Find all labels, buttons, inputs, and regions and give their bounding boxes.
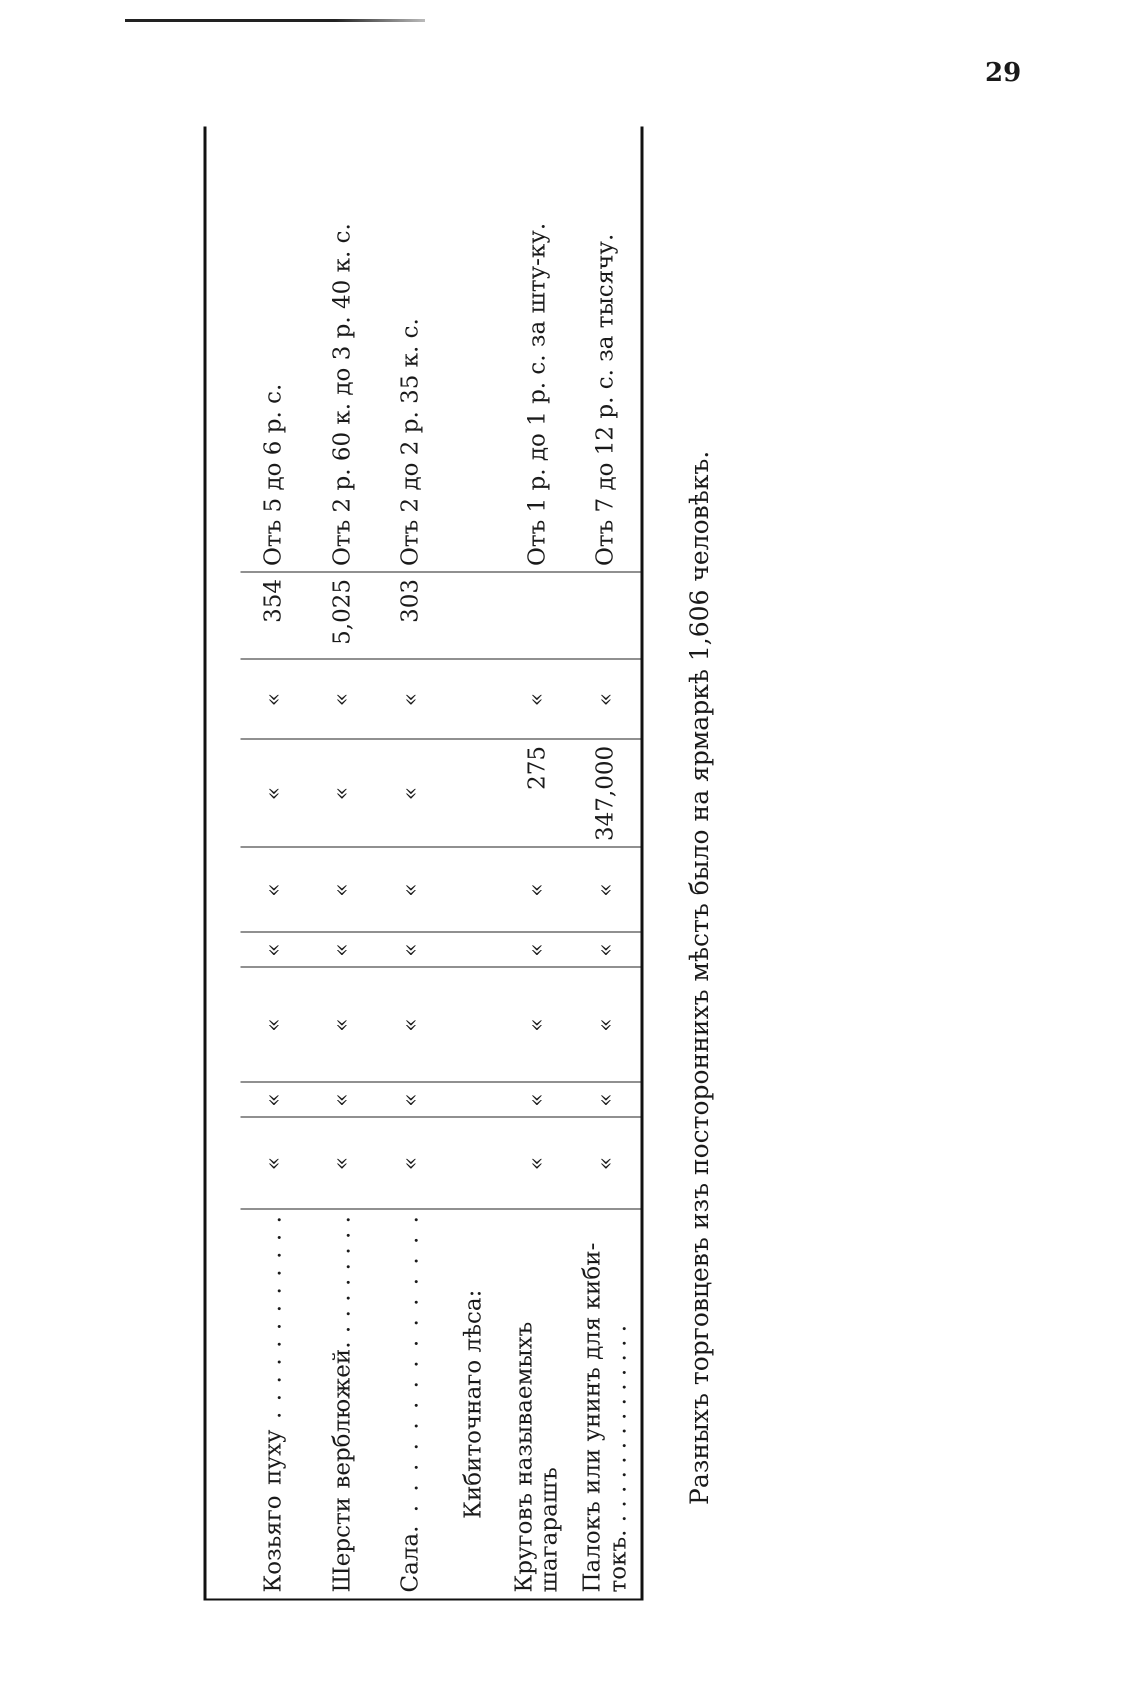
table-cell: « [240, 660, 308, 740]
table-row [240, 127, 308, 1600]
table-cell: « [571, 968, 641, 1083]
table-cell: « [308, 1118, 376, 1210]
table-cell: « [376, 848, 444, 933]
table-cell: « [376, 1118, 444, 1210]
goods-name: Шерсти верблюжей. . . . . . . . . [328, 1216, 355, 1593]
table-cell: « [571, 1118, 641, 1210]
quantity-cell: 347,000 [571, 740, 641, 848]
table-cell: « [503, 848, 571, 933]
table-cell: « [571, 848, 641, 933]
table-cell: « [240, 1118, 308, 1210]
price-cell: Отъ 1 р. до 1 р. с. за шту-ку. [503, 127, 571, 573]
table-cell: « [571, 1083, 641, 1118]
quantity-cell: 5,025 [308, 573, 376, 660]
table-cell: « [503, 1083, 571, 1118]
table-row [503, 127, 571, 1600]
table-cell: « [308, 968, 376, 1083]
table-cell: « [308, 1083, 376, 1118]
table-row [308, 127, 376, 1600]
table-cell: « [376, 660, 444, 740]
rotated-table-wrapper [203, 128, 643, 1601]
table-cell: « [240, 968, 308, 1083]
price-cell: Отъ 2 до 2 р. 35 к. с. [376, 127, 444, 573]
summary-caption: Разныхъ торговцевъ изъ постороннихъ мѣстъ было на ярмаркѣ 1,606 человѣкъ. [685, 450, 714, 1505]
quantity-cell: 275 [503, 740, 571, 848]
fair-goods-table [203, 127, 643, 1601]
table-cell: « [240, 933, 308, 968]
header-rule [125, 19, 425, 22]
table-cell: « [240, 1083, 308, 1118]
table-cell: « [308, 660, 376, 740]
table-cell: « [571, 933, 641, 968]
table-cell: « [376, 1083, 444, 1118]
section-subheading: Кибиточнаго лѣса: [460, 1289, 487, 1519]
goods-name: Круговъ называемыхъ шагарашъ [510, 1321, 563, 1593]
table-cell: « [503, 660, 571, 740]
quantity-cell [571, 573, 641, 660]
table-cell: « [308, 848, 376, 933]
price-cell: Отъ 7 до 12 р. с. за тысячу. [571, 127, 641, 573]
quantity-cell [503, 573, 571, 660]
table-cell: « [376, 933, 444, 968]
table-cell: « [240, 848, 308, 933]
table-cell: « [571, 660, 641, 740]
goods-name: Козьяго пуху . . . . . . . . . . . . [260, 1216, 287, 1593]
table-cell: « [503, 933, 571, 968]
table-cell: « [240, 740, 308, 848]
goods-name: Сала. . . . . . . . . . . . . . . . [396, 1216, 423, 1593]
table-row [376, 127, 444, 1600]
goods-name: Палокъ или унинъ для киби-токъ. . . . . . . . . . . . . . . [579, 1242, 631, 1593]
page-number: 29 [985, 58, 1022, 88]
quantity-cell: 303 [376, 573, 444, 660]
table-subheading-row [445, 127, 503, 1600]
table-cell: « [503, 968, 571, 1083]
table-cell: « [308, 740, 376, 848]
quantity-cell: 354 [240, 573, 308, 660]
price-cell: Отъ 5 до 6 р. с. [240, 127, 308, 573]
table-cell: « [376, 740, 444, 848]
table-row [571, 127, 641, 1600]
table-cell: « [503, 1118, 571, 1210]
table-top-spacer [205, 127, 240, 1600]
table-cell: « [308, 933, 376, 968]
price-cell: Отъ 2 р. 60 к. до 3 р. 40 к. с. [308, 127, 376, 573]
table-cell: « [376, 968, 444, 1083]
